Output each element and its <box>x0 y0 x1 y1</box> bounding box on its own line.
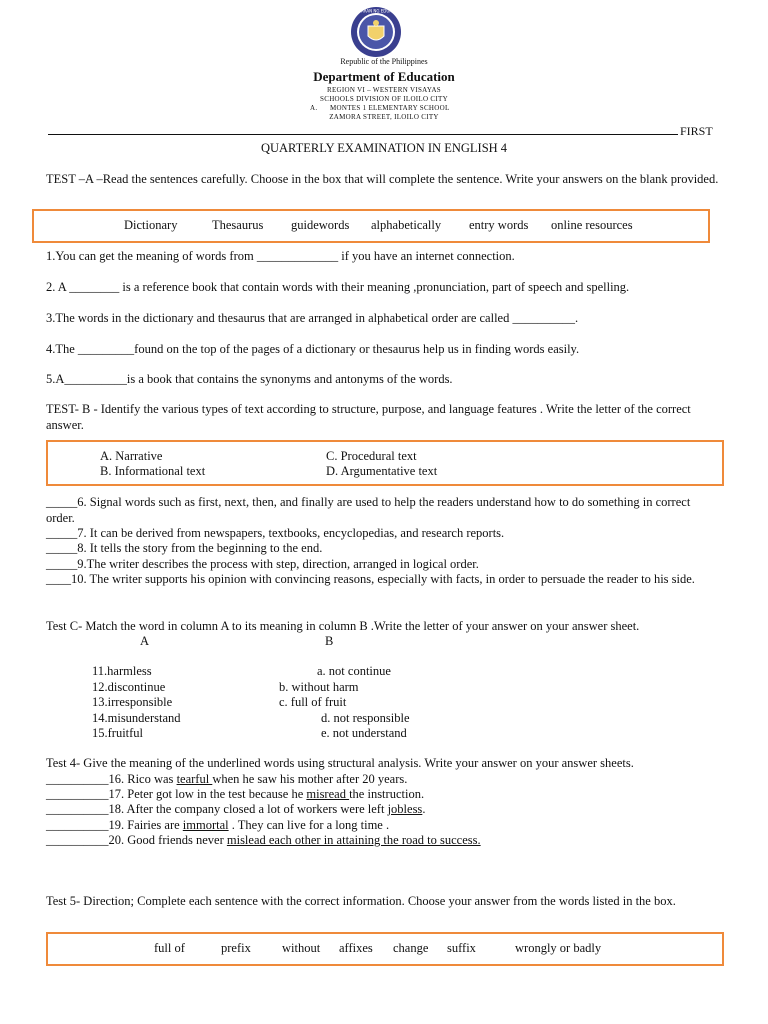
test-c-instructions: Test C- Match the word in column A to its meaning in column B .Write the letter of your answer on your answer sheet. <box>46 619 640 633</box>
header-divider <box>48 134 678 135</box>
test-a-instructions: TEST –A –Read the sentences carefully. Choose in the box that will complete the sentence. Write your answers on the blank provided. <box>46 172 719 186</box>
header-department: Department of Education <box>313 69 455 84</box>
test-b-item-8: _____8. It tells the story from the beginning to the end. <box>46 541 323 555</box>
item-text: . They can live for a long time . <box>228 818 390 832</box>
word-thesaurus: Thesaurus <box>212 218 264 232</box>
word-affixes: affixes <box>339 941 373 955</box>
test-a-item-4: 4.The _________found on the top of the pages of a dictionary or thesaurus help us in finding words easily. <box>46 342 580 356</box>
column-a-label: A <box>140 634 150 648</box>
col-b-item-b: b. without harm <box>279 680 359 694</box>
underlined-word: immortal <box>182 818 229 832</box>
test-4-item-19 <box>46 818 389 834</box>
header-street: ZAMORA STREET, ILOILO CITY <box>329 113 439 121</box>
col-a-item-13: 13.irresponsible <box>92 695 173 709</box>
word-without: without <box>282 941 321 955</box>
word-dictionary: Dictionary <box>124 218 178 232</box>
underlined-word: jobless <box>387 802 423 816</box>
underlined-word: tearful <box>176 772 213 786</box>
item-text: the instruction. <box>349 787 425 801</box>
word-online-resources: online resources <box>551 218 633 232</box>
item-text: __________18. After the company closed a lot of workers were left <box>46 802 388 816</box>
col-b-item-d: d. not responsible <box>321 711 410 725</box>
test-b-item-7: _____7. It can be derived from newspapers, textbooks, encyclopedias, and research reports. <box>46 526 505 540</box>
word-alphabetically: alphabetically <box>371 218 442 232</box>
item-text: __________17. Peter got low in the test because he <box>46 787 307 801</box>
item-text: __________20. Good friends never <box>46 833 227 847</box>
word-change: change <box>393 941 429 955</box>
choice-c: C. Procedural text <box>326 449 417 463</box>
item-text: . <box>422 802 426 816</box>
header-republic: Republic of the Philippines <box>340 57 428 66</box>
test-5-instructions: Test 5- Direction; Complete each sentence with the correct information. Choose your answer from the words listed in the box. <box>46 894 676 908</box>
test-a-item-2: 2. A ________ is a reference book that contain words with their meaning ,pronunciation, part of speech and spelling. <box>46 280 630 294</box>
test-5-word-box <box>46 932 724 966</box>
choice-d: D. Argumentative text <box>326 464 438 478</box>
choice-b: B. Informational text <box>100 464 206 478</box>
col-b-item-c: c. full of fruit <box>279 695 347 709</box>
header-school-prefix: A. <box>310 104 318 112</box>
test-4-item-17 <box>46 787 424 803</box>
quarter-label: FIRST <box>680 124 713 138</box>
exam-title: QUARTERLY EXAMINATION IN ENGLISH 4 <box>260 141 508 155</box>
col-a-item-12: 12.discontinue <box>92 680 166 694</box>
test-a-item-3: 3.The words in the dictionary and thesaurus that are arranged in alphabetical order are called __________. <box>46 311 579 325</box>
header-division: SCHOOLS DIVISION OF ILOILO CITY <box>320 95 448 103</box>
col-a-item-15: 15.fruitful <box>92 726 144 740</box>
test-b-instructions: TEST- B - Identify the various types of text according to structure, purpose, and language features . Write the letter of the correct answer. <box>46 402 691 432</box>
test-a-item-1: 1.You can get the meaning of words from _____________ if you have an internet connection. <box>46 249 515 263</box>
header-region: REGION VI – WESTERN VISAYAS <box>326 86 442 94</box>
test-4-item-16 <box>46 772 407 788</box>
word-suffix: suffix <box>447 941 476 955</box>
header-school: MONTES 1 ELEMENTARY SCHOOL <box>330 104 450 112</box>
word-full-of: full of <box>154 941 185 955</box>
word-guidewords: guidewords <box>291 218 350 232</box>
item-text: __________16. Rico was <box>46 772 177 786</box>
underlined-word: misread <box>306 787 350 801</box>
item-text: __________19. Fairies are <box>46 818 183 832</box>
col-a-item-11: 11.harmless <box>92 664 152 678</box>
test-a-item-5: 5.A__________is a book that contains the synonyms and antonyms of the words. <box>46 372 453 386</box>
item-text: when he saw his mother after 20 years. <box>212 772 408 786</box>
svg-text:KAGAWARAN NG EDUKASYON: KAGAWARAN NG EDUKASYON <box>346 8 406 14</box>
col-b-item-e: e. not understand <box>321 726 407 740</box>
deped-seal-icon <box>346 6 406 58</box>
column-b-label: B <box>325 634 334 648</box>
col-b-item-a: a. not continue <box>317 664 391 678</box>
word-entry-words: entry words <box>469 218 529 232</box>
test-4-instructions: Test 4- Give the meaning of the underlined words using structural analysis. Write your answer on your answer sheets. <box>46 756 634 770</box>
test-b-item-9: _____9.The writer describes the process with step, direction, arranged in logical order. <box>46 557 479 571</box>
test-b-item-6: _____6. Signal words such as first, next, then, and finally are used to help the readers understand how to do something in correct order. <box>46 495 691 525</box>
underlined-word: mislead each other in attaining the road to success. <box>226 833 481 847</box>
word-wrongly-or-badly: wrongly or badly <box>515 941 602 955</box>
test-b-item-10: ____10. The writer supports his opinion with convincing reasons, especially with facts, in order to persuade the reader to his side. <box>46 572 695 586</box>
test-4-item-20 <box>46 833 481 849</box>
test-4-item-18 <box>46 802 425 818</box>
col-a-item-14: 14.misunderstand <box>92 711 181 725</box>
choice-a: A. Narrative <box>100 449 163 463</box>
word-prefix: prefix <box>221 941 251 955</box>
